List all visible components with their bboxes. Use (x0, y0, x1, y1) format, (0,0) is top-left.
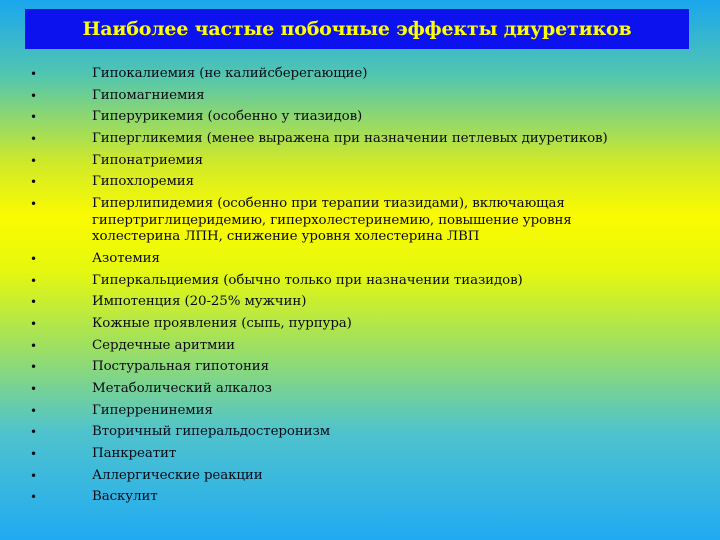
list-item (0, 403, 720, 420)
list-item-text: Гипонатриемия (92, 152, 204, 168)
bullet-icon: • (30, 273, 37, 288)
list-item (0, 153, 720, 170)
list-item-text: Гиперренинемия (92, 402, 213, 418)
list-item (0, 88, 720, 105)
bullet-icon: • (30, 403, 37, 418)
list-item-text: Гипергликемия (менее выражена при назначении петлевых диуретиков) (92, 131, 608, 147)
list-item (0, 381, 720, 398)
list-item (0, 424, 720, 441)
list-item (0, 446, 720, 463)
list-item-text: Импотенция (20-25% мужчин) (92, 294, 307, 310)
bullet-icon: • (30, 295, 37, 310)
list-item-text: Гиперкальциемия (обычно только при назначении тиазидов) (92, 272, 523, 288)
list-item (0, 131, 720, 148)
list-item-text: Аллергические реакции (92, 467, 263, 483)
slide-title: Наиболее частые побочные эффекты диуретиков (82, 18, 632, 40)
list-item-text: Васкулит (92, 489, 158, 505)
bullet-icon: • (30, 360, 37, 375)
list-item-text: Постуральная гипотония (92, 359, 269, 375)
list-item-text: Сердечные аритмии (92, 337, 235, 353)
list-item (0, 109, 720, 126)
list-item-text: Гипомагниемия (92, 87, 205, 103)
bullet-icon: • (30, 468, 37, 483)
bullet-icon: • (30, 251, 37, 266)
list-item-text: Гипокалиемия (не калийсберегающие) (92, 66, 368, 81)
list-item (0, 251, 720, 268)
list-item (0, 196, 720, 246)
list-item (0, 273, 720, 290)
bullet-icon: • (30, 197, 37, 212)
bullet-icon: • (30, 153, 37, 168)
list-item-text: Панкреатит (92, 446, 177, 461)
list-item (0, 338, 720, 355)
list-item (0, 294, 720, 311)
list-item (0, 66, 720, 83)
list-item (0, 489, 720, 506)
bullet-icon: • (30, 338, 37, 353)
list-item (0, 359, 720, 376)
list-item-text: Метаболический алкалоз (92, 380, 272, 396)
bullet-icon: • (30, 175, 37, 190)
list-item (0, 174, 720, 191)
bullet-icon: • (30, 425, 37, 440)
bullet-icon: • (30, 132, 37, 147)
bullet-icon: • (30, 88, 37, 103)
side-effects-list (0, 66, 720, 511)
bullet-icon: • (30, 381, 37, 396)
bullet-icon: • (30, 316, 37, 331)
list-item-text: Вторичный гиперальдостеронизм (92, 424, 331, 440)
list-item-text: Кожные проявления (сыпь, пурпура) (92, 315, 352, 331)
list-item-text: Гиперлипидемия (особенно при терапии тиазидами), включающая гипертриглицеридемию, гиперхолестеринемию, повышение уровня холестерина ЛПН, снижение уровня холестерина ЛВП (92, 196, 572, 245)
bullet-icon: • (30, 110, 37, 125)
list-item (0, 468, 720, 485)
list-item-text: Гиперурикемия (особенно у тиазидов) (92, 109, 363, 125)
bullet-icon: • (30, 67, 37, 81)
list-item-text: Гипохлоремия (92, 174, 194, 190)
bullet-icon: • (30, 447, 37, 461)
list-item-text: Азотемия (92, 250, 160, 266)
title-bar (25, 9, 689, 49)
list-item (0, 316, 720, 333)
bullet-icon: • (30, 490, 37, 505)
